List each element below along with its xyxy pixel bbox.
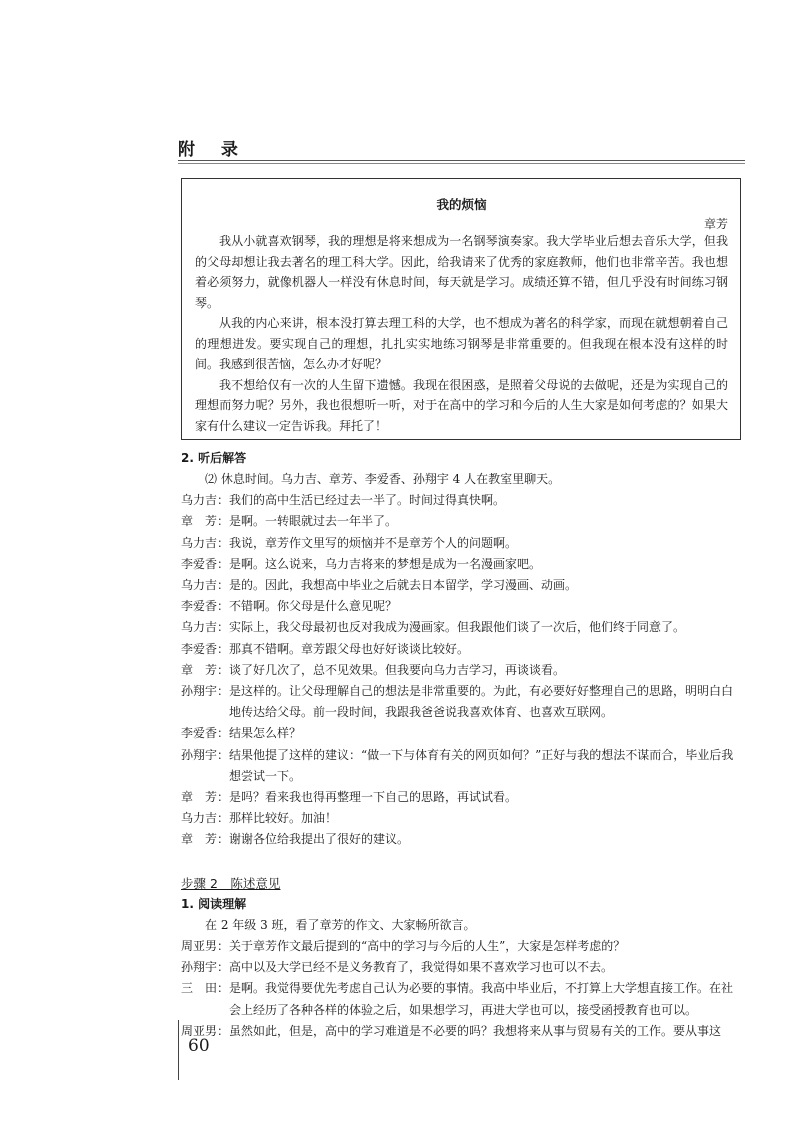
dialogue-line [181, 1021, 744, 1042]
utterance: 高中以及大学已经不是义务教育了，我觉得如果不喜欢学习也可以不去。 [229, 960, 614, 975]
dialogue-line [181, 745, 744, 787]
step-label-text: 步骤 2 陈述意见 [181, 875, 281, 891]
reading-intro: 在 2 年级 3 班，看了章芳的作文、大家畅所欲言。 [205, 917, 476, 932]
speaker: 李爱香： [181, 599, 230, 614]
section-heading-listening: 2. 听后解答 [181, 451, 247, 465]
speaker: 乌力吉： [181, 811, 230, 826]
utterance: 我说，章芳作文里写的烦恼并不是章芳个人的问题啊。 [229, 535, 518, 550]
dialogue-line [181, 723, 744, 744]
essay-title: 我的烦恼 [436, 197, 487, 212]
listening-intro: ⑵ 休息时间。乌力吉、章芳、李爱香、孙翔宇 4 人在教室里聊天。 [205, 472, 561, 486]
speaker: 孙翔宇： [181, 684, 230, 699]
dialogue-line [181, 808, 744, 829]
utterance: 结果他提了这样的建议：“做一下与体育有关的网页如何？”正好与我的想法不谋而合，毕业后我想尝试一下。 [229, 747, 734, 783]
dialogue-line [181, 596, 744, 617]
utterance: 是吗？看来我也得再整理一下自己的思路，再试试看。 [229, 790, 518, 805]
speaker: 孙翔宇： [181, 960, 230, 975]
speaker: 章 芳： [181, 832, 230, 847]
essay-box [181, 178, 741, 440]
speaker: 李爱香： [181, 641, 230, 656]
dialogue-line [181, 511, 744, 532]
speaker: 乌力吉： [181, 493, 230, 508]
dialogue-line [181, 787, 744, 808]
page-number: 60 [188, 1036, 210, 1056]
speaker: 章 芳： [181, 790, 230, 805]
header-rule-thin [178, 163, 745, 164]
essay-author: 章芳 [703, 217, 728, 231]
speaker: 乌力吉： [181, 620, 230, 635]
dialogue-line [181, 639, 744, 660]
utterance: 结果怎么样？ [229, 726, 302, 741]
speaker: 章 芳： [181, 662, 230, 677]
dialogue-line [181, 978, 744, 1020]
main-content [181, 448, 744, 1042]
speaker: 李爱香： [181, 556, 230, 571]
dialogue-line [181, 575, 744, 596]
speaker: 周亚男： [181, 939, 230, 954]
dialogue-line [181, 681, 744, 723]
section-heading-reading: 1. 阅读理解 [181, 896, 247, 911]
dialogue-line [181, 660, 744, 681]
speaker: 三 田： [181, 981, 230, 996]
header-rule [178, 160, 745, 161]
speaker: 乌力吉： [181, 578, 230, 593]
dialogue-line [181, 617, 744, 638]
dialogue-line [181, 533, 744, 554]
utterance: 谢谢各位给我提出了很好的建议。 [229, 832, 410, 847]
section-title: 附 录 [178, 140, 248, 160]
essay-paragraph: 从我的内心来讲，根本没打算去理工科的大学，也不想成为著名的科学家，而现在就想朝着自己的理想进发。要实现自己的理想，扎扎实实地练习钢琴是非常重要的。但我现在根本没有这样的时间。我感到很苦恼，怎么办才好呢？ [195, 316, 728, 371]
utterance: 我们的高中生活已经过去一半了。时间过得真快啊。 [229, 493, 506, 508]
step-label [181, 873, 744, 894]
utterance: 那样比较好。加油！ [229, 811, 338, 826]
utterance: 是的。因此，我想高中毕业之后就去日本留学，学习漫画、动画。 [229, 578, 578, 593]
essay-paragraph: 我从小就喜欢钢琴，我的理想是将来想成为一名钢琴演奏家。我大学毕业后想去音乐大学，但我的父母却想让我去著名的理工科大学。因此，给我请来了优秀的家庭教师，他们也非常辛苦。我也想着必须努力，就像机器人一样没有休息时间，每天就是学习。成绩还算不错，但几乎没有时间练习钢琴。 [195, 234, 728, 310]
speaker: 李爱香： [181, 726, 230, 741]
speaker: 乌力吉： [181, 535, 230, 550]
utterance: 谈了好几次了，总不见效果。但我要向乌力吉学习，再谈谈看。 [229, 662, 566, 677]
speaker: 周亚男： [181, 1023, 230, 1038]
utterance: 是啊。我觉得要优先考虑自己认为必要的事情。我高中毕业后，不打算上大学想直接工作。在社会上经历了各种各样的体验之后，如果想学习，再进大学也可以，接受函授教育也可以。 [229, 981, 734, 1017]
essay-paragraph: 我不想给仅有一次的人生留下遗憾。我现在很困惑，是照着父母说的去做呢，还是为实现自己的理想而努力呢？另外，我也很想听一听，对于在高中的学习和今后的人生大家是如何考虑的？如果大家有什么建议一定告诉我。拜托了！ [195, 377, 728, 433]
dialogue-line [181, 829, 744, 850]
dialogue-line [181, 957, 744, 978]
speaker: 章 芳： [181, 514, 230, 529]
utterance: 是啊。一转眼就过去一年半了。 [229, 514, 398, 529]
dialogue-line [181, 936, 744, 957]
utterance: 是啊。这么说来，乌力吉将来的梦想是成为一名漫画家吧。 [229, 556, 542, 571]
speaker: 孙翔宇： [181, 747, 230, 762]
utterance: 不错啊。你父母是什么意见呢？ [229, 599, 398, 614]
utterance: 实际上，我父母最初也反对我成为漫画家。但我跟他们谈了一次后，他们终于同意了。 [229, 620, 686, 635]
footer-rule [178, 1020, 179, 1080]
utterance: 那真不错啊。章芳跟父母也好好谈谈比较好。 [229, 641, 470, 656]
dialogue-line [181, 554, 744, 575]
utterance: 是这样的。让父母理解自己的想法是非常重要的。为此，有必要好好整理自己的思路，明明白白地传达给父母。前一段时间，我跟我爸爸说我喜欢体育、也喜欢互联网。 [229, 684, 734, 720]
utterance: 虽然如此，但是，高中的学习难道是不必要的吗？我想将来从事与贸易有关的工作。要从事这 [229, 1023, 722, 1038]
utterance: 关于章芳作文最后提到的“高中的学习与今后的人生”，大家是怎样考虑的？ [229, 939, 626, 954]
dialogue-line [181, 490, 744, 511]
